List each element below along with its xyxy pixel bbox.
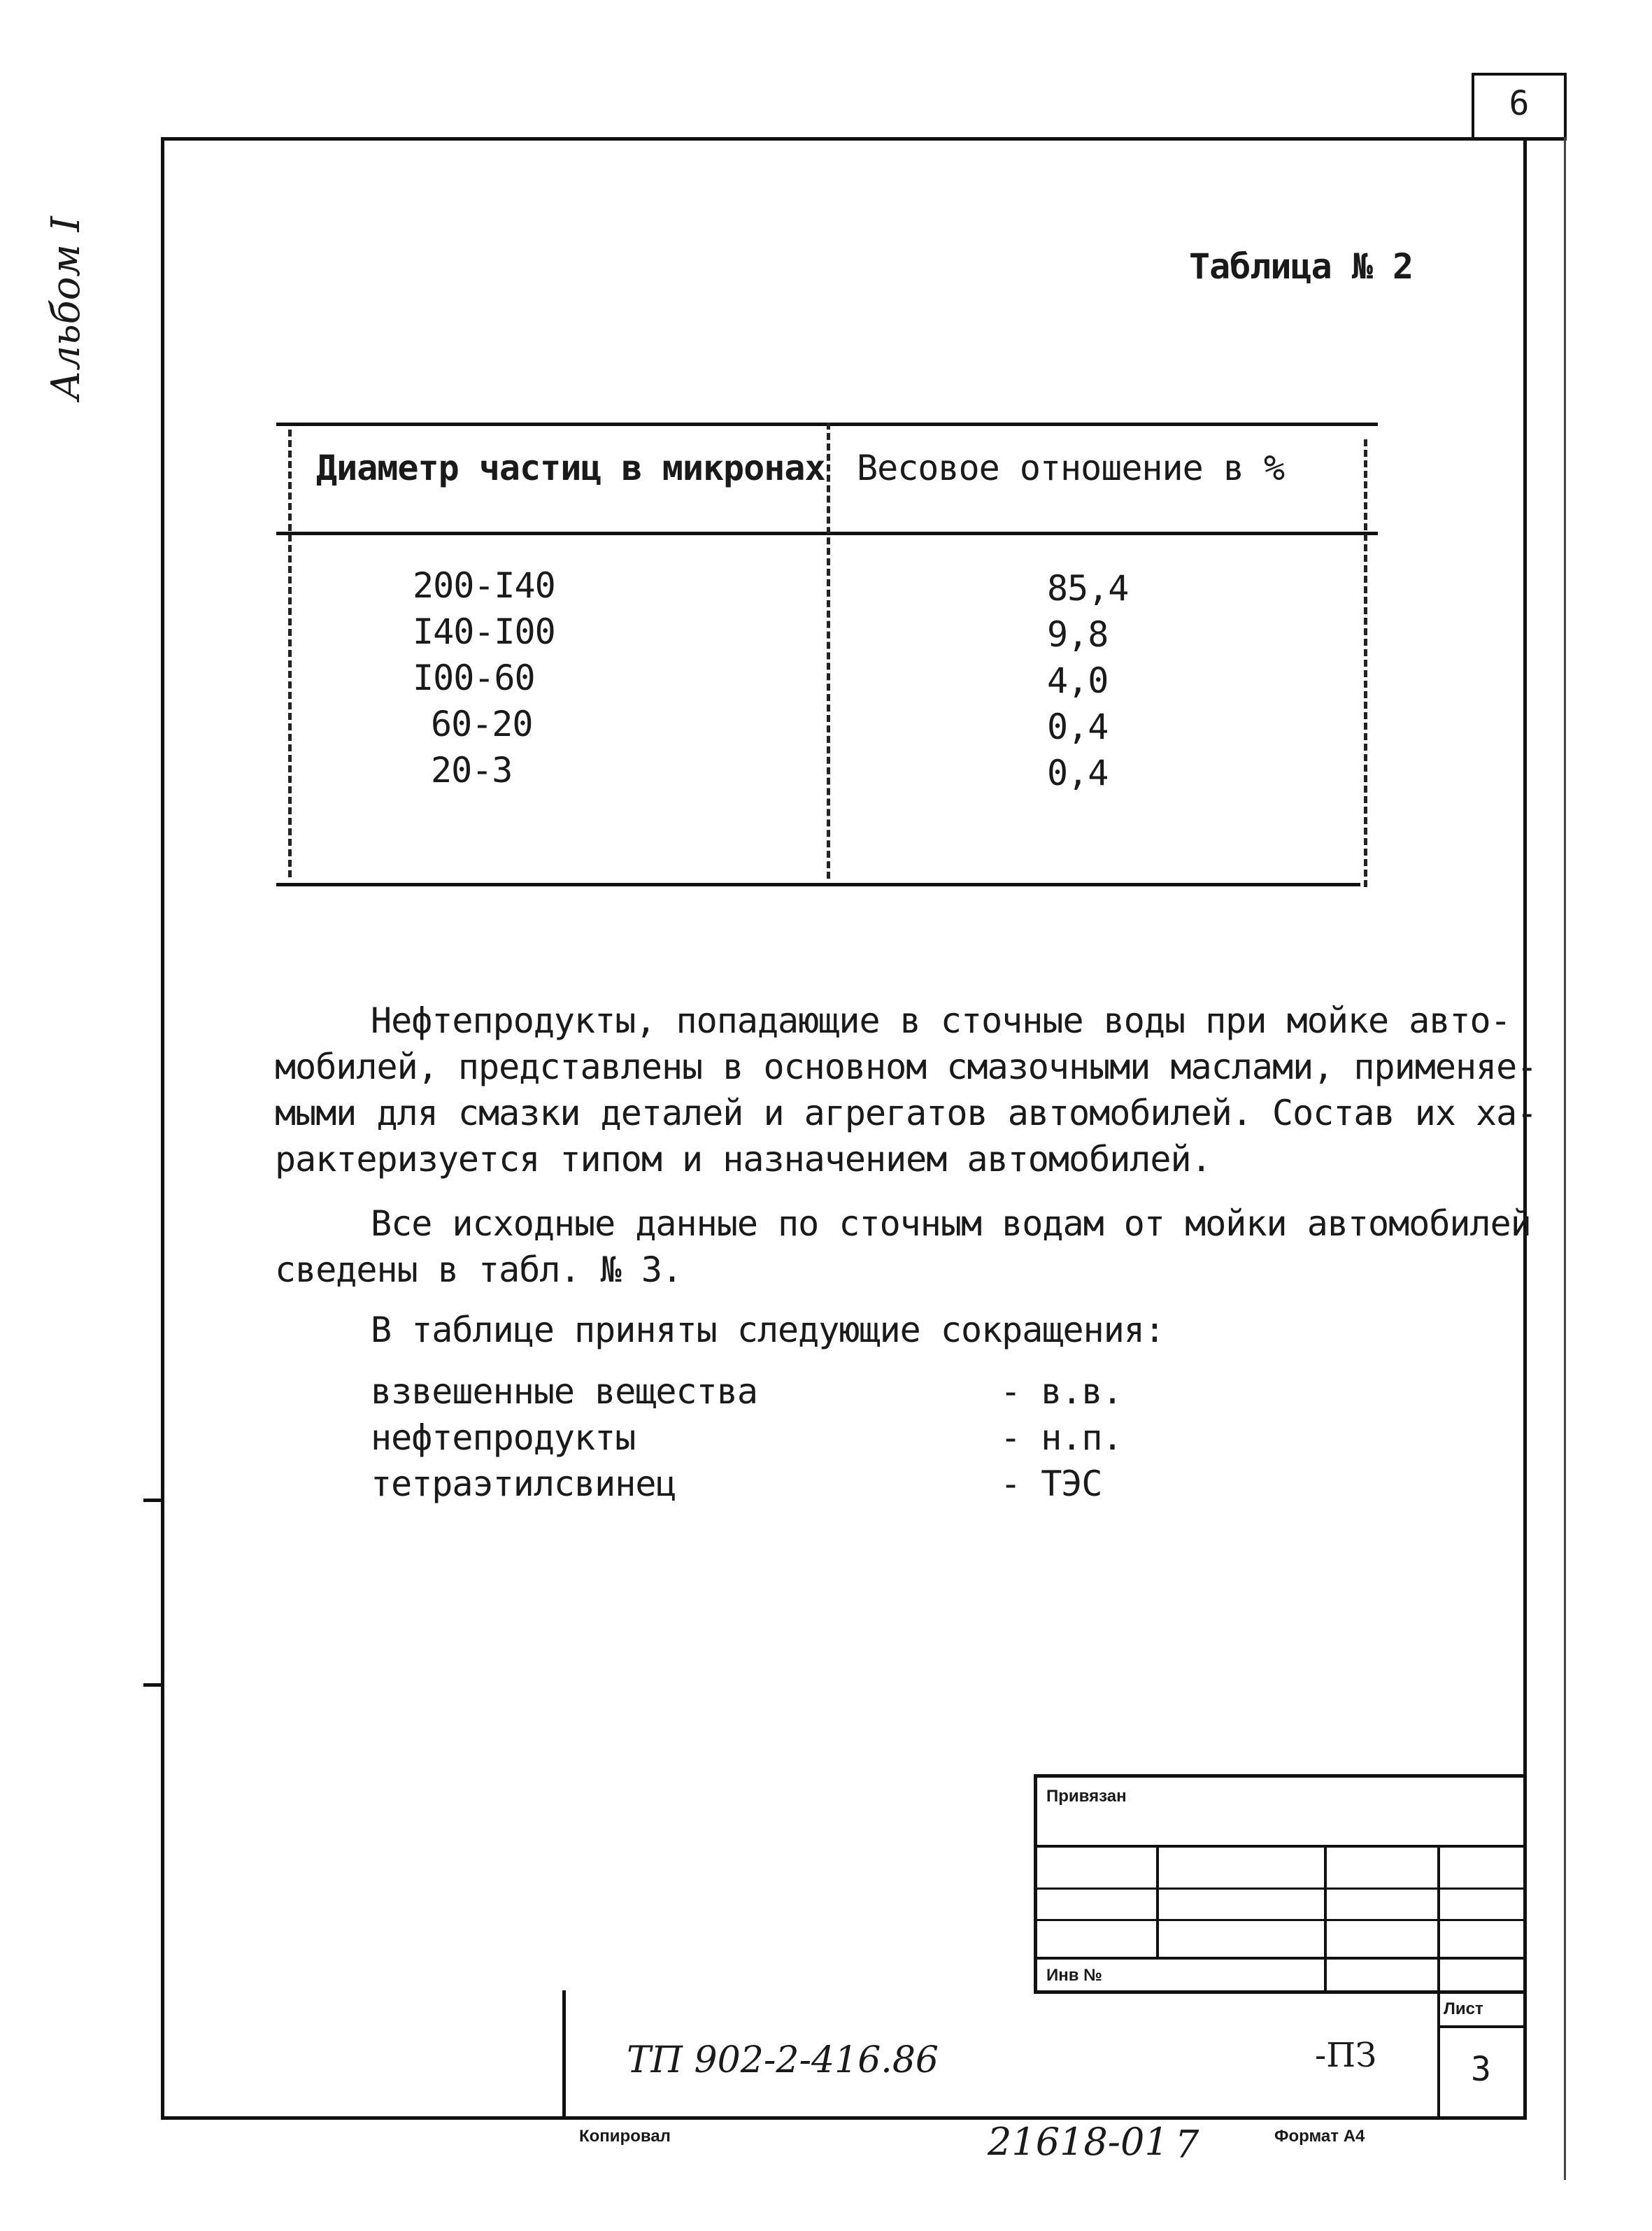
abbreviation-term: нефтепродукты <box>371 1417 636 1458</box>
frame-bottom <box>161 2116 1525 2120</box>
stamp-linked-label: Привязан <box>1046 1787 1127 1806</box>
table-cell-weight: 9,8 <box>1047 614 1109 655</box>
stamp-doc-suffix: -ПЗ <box>1315 2036 1376 2075</box>
table-cell-weight: 4,0 <box>1047 660 1109 701</box>
paragraph-line: Нефтепродукты, попадающие в сточные воды при мойке авто- <box>371 1000 1511 1041</box>
table-cell-diameter: 200-I40 <box>413 565 555 606</box>
table-header-diameter: Диаметр частиц в микронах <box>316 448 825 488</box>
table-caption: Таблица № 2 <box>1189 246 1414 287</box>
abbreviation-term: взвешенные вещества <box>371 1371 757 1412</box>
page-number: 6 <box>1509 84 1530 123</box>
table-cell-weight: 0,4 <box>1047 753 1109 793</box>
stamp-doc-code: ТП 902-2-416.86 <box>627 2039 939 2081</box>
table-bottom-rule <box>276 883 1360 886</box>
footer-order-number: 21618-01 <box>988 2120 1169 2164</box>
footer-format-label: Формат А4 <box>1274 2127 1365 2146</box>
paragraph-line: мобилей, представлены в основном смазочными маслами, применяе- <box>275 1047 1537 1087</box>
paragraph-line: Все исходные данные по сточным водам от мойки автомобилей <box>371 1203 1531 1244</box>
table-cell-diameter: 60-20 <box>431 704 533 744</box>
abbreviation-value: - в.в. <box>1000 1371 1123 1412</box>
table-cell-weight: 0,4 <box>1047 707 1109 747</box>
abbreviation-term: тетраэтилсвинец <box>371 1464 676 1504</box>
stamp-inv-label: Инв № <box>1046 1966 1102 1985</box>
frame-top <box>161 137 1567 141</box>
paragraph-line: сведены в табл. № 3. <box>275 1249 683 1290</box>
paragraph-line: мыми для смазки деталей и агрегатов автомобилей. Состав их ха- <box>275 1093 1537 1133</box>
table-col-left <box>288 430 292 877</box>
footer-copied-label: Копировал <box>579 2127 671 2146</box>
paragraph-line: В таблице приняты следующие сокращения: <box>371 1310 1165 1350</box>
abbreviation-value: - ТЭС <box>1000 1464 1102 1504</box>
table-header-weight: Весовое отношение в % <box>857 448 1285 488</box>
album-note: Альбом I <box>43 216 89 400</box>
abbreviation-value: - н.п. <box>1000 1417 1123 1458</box>
paragraph-line: рактеризуется типом и назначением автомобилей. <box>275 1139 1211 1180</box>
table-col-right <box>1364 439 1367 887</box>
footer-order-suffix: 7 <box>1175 2123 1199 2167</box>
table-cell-weight: 85,4 <box>1047 568 1129 609</box>
table-col-divider <box>827 423 830 879</box>
stamp-sheet-number: 3 <box>1471 2050 1491 2089</box>
table-cell-diameter: I00-60 <box>413 658 535 698</box>
table-cell-diameter: I40-I00 <box>413 611 555 652</box>
table-cell-diameter: 20-3 <box>431 750 513 791</box>
frame-left <box>161 137 164 2120</box>
stamp-sheet-label: Лист <box>1444 1999 1483 2018</box>
